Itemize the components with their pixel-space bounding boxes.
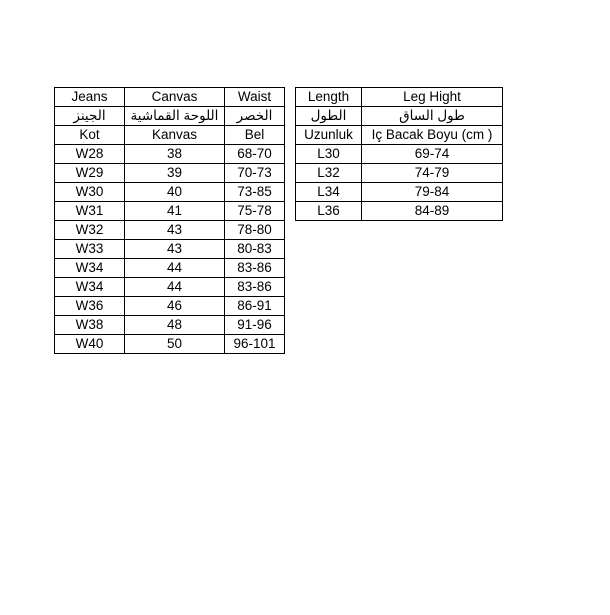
- table-cell: W29: [55, 164, 125, 183]
- header-length-ar: الطول: [296, 107, 362, 126]
- table-cell: 96-101: [225, 335, 285, 354]
- table-cell: 44: [125, 259, 225, 278]
- table-cell: 39: [125, 164, 225, 183]
- table-cell: 70-73: [225, 164, 285, 183]
- table-row: [296, 145, 503, 164]
- table-cell: W28: [55, 145, 125, 164]
- table-row: [55, 259, 285, 278]
- table-cell: 38: [125, 145, 225, 164]
- header-jeans-ar: الجينز: [55, 107, 125, 126]
- header-row-english: [55, 88, 285, 107]
- table-cell: 40: [125, 183, 225, 202]
- table-cell: L34: [296, 183, 362, 202]
- table-cell: 41: [125, 202, 225, 221]
- table-cell: W36: [55, 297, 125, 316]
- table-row: [296, 202, 503, 221]
- header-waist-tr: Bel: [225, 126, 285, 145]
- table-row: [55, 221, 285, 240]
- header-length-en: Length: [296, 88, 362, 107]
- header-row-arabic: [55, 107, 285, 126]
- table-cell: 44: [125, 278, 225, 297]
- table-cell: W40: [55, 335, 125, 354]
- jeans-size-table: [54, 87, 285, 354]
- table-cell: 73-85: [225, 183, 285, 202]
- table-cell: 86-91: [225, 297, 285, 316]
- table-cell: W38: [55, 316, 125, 335]
- table-row: [55, 202, 285, 221]
- table-row: [55, 164, 285, 183]
- table-cell: 80-83: [225, 240, 285, 259]
- table-cell: 43: [125, 240, 225, 259]
- table-row: [55, 316, 285, 335]
- table-cell: W33: [55, 240, 125, 259]
- table-cell: 79-84: [362, 183, 503, 202]
- table-row: [296, 183, 503, 202]
- table-cell: 84-89: [362, 202, 503, 221]
- header-leg-hight-ar: طول الساق: [362, 107, 503, 126]
- table-row: [55, 278, 285, 297]
- header-canvas-ar: اللوحة القماشية: [125, 107, 225, 126]
- table-cell: 91-96: [225, 316, 285, 335]
- table-cell: L30: [296, 145, 362, 164]
- table-row: [55, 145, 285, 164]
- table-row: [55, 335, 285, 354]
- table-cell: W34: [55, 259, 125, 278]
- table-row: [296, 164, 503, 183]
- table-cell: W31: [55, 202, 125, 221]
- header-row-english: [296, 88, 503, 107]
- header-leg-hight-en: Leg Hight: [362, 88, 503, 107]
- header-jeans-en: Jeans: [55, 88, 125, 107]
- header-leg-hight-tr: Iç Bacak Boyu (cm ): [362, 126, 503, 145]
- table-cell: 74-79: [362, 164, 503, 183]
- table-cell: 48: [125, 316, 225, 335]
- table-cell: 83-86: [225, 259, 285, 278]
- table-cell: 69-74: [362, 145, 503, 164]
- header-canvas-en: Canvas: [125, 88, 225, 107]
- table-cell: 75-78: [225, 202, 285, 221]
- header-row-turkish: [296, 126, 503, 145]
- table-row: [55, 183, 285, 202]
- header-length-tr: Uzunluk: [296, 126, 362, 145]
- header-canvas-tr: Kanvas: [125, 126, 225, 145]
- header-row-arabic: [296, 107, 503, 126]
- table-cell: L36: [296, 202, 362, 221]
- table-cell: 83-86: [225, 278, 285, 297]
- table-cell: 50: [125, 335, 225, 354]
- table-cell: W34: [55, 278, 125, 297]
- header-waist-en: Waist: [225, 88, 285, 107]
- table-cell: W32: [55, 221, 125, 240]
- table-cell: L32: [296, 164, 362, 183]
- header-waist-ar: الخصر: [225, 107, 285, 126]
- table-cell: 46: [125, 297, 225, 316]
- table-row: [55, 240, 285, 259]
- header-row-turkish: [55, 126, 285, 145]
- table-row: [55, 297, 285, 316]
- table-cell: 78-80: [225, 221, 285, 240]
- table-cell: W30: [55, 183, 125, 202]
- table-cell: 43: [125, 221, 225, 240]
- length-size-table: [295, 87, 503, 221]
- header-jeans-tr: Kot: [55, 126, 125, 145]
- table-cell: 68-70: [225, 145, 285, 164]
